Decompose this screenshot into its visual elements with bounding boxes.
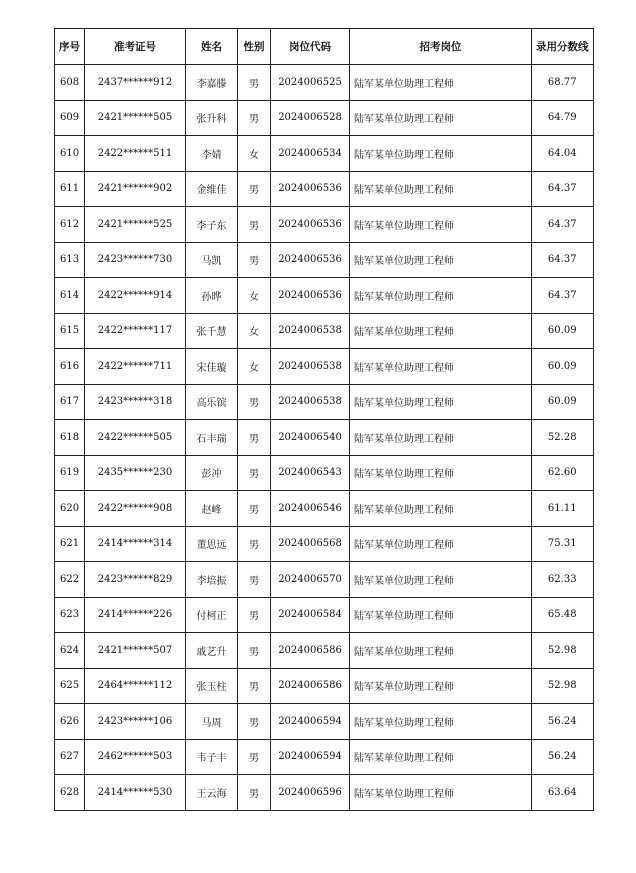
cell-score: 65.48 (532, 597, 594, 633)
cell-score: 64.79 (532, 100, 594, 136)
cell-post-code: 2024006538 (271, 349, 350, 385)
cell-post-code: 2024006594 (271, 739, 350, 775)
header-exam-id: 准考证号 (85, 29, 186, 65)
cell-post: 陆军某单位助理工程师 (350, 278, 532, 314)
cell-post: 陆军某单位助理工程师 (350, 207, 532, 243)
cell-post: 陆军某单位助理工程师 (350, 136, 532, 172)
cell-score: 64.37 (532, 207, 594, 243)
cell-exam-id: 2423******106 (85, 704, 186, 740)
cell-post-code: 2024006538 (271, 384, 350, 420)
cell-post-code: 2024006536 (271, 242, 350, 278)
cell-seq: 615 (55, 313, 85, 349)
cell-gender: 女 (238, 278, 271, 314)
cell-exam-id: 2422******505 (85, 420, 186, 456)
cell-exam-id: 2422******908 (85, 491, 186, 527)
cell-post-code: 2024006528 (271, 100, 350, 136)
cell-post: 陆军某单位助理工程师 (350, 349, 532, 385)
cell-name: 李嘉滕 (186, 65, 238, 101)
cell-seq: 622 (55, 562, 85, 598)
cell-post-code: 2024006568 (271, 526, 350, 562)
cell-name: 宋佳璇 (186, 349, 238, 385)
cell-name: 金维佳 (186, 171, 238, 207)
cell-exam-id: 2422******914 (85, 278, 186, 314)
table-row (55, 171, 594, 207)
table-row (55, 384, 594, 420)
table-row (55, 65, 594, 101)
table-row (55, 136, 594, 172)
cell-name: 石丰瑞 (186, 420, 238, 456)
cell-name: 李子东 (186, 207, 238, 243)
cell-seq: 609 (55, 100, 85, 136)
cell-score: 64.37 (532, 242, 594, 278)
cell-seq: 616 (55, 349, 85, 385)
cell-score: 56.24 (532, 739, 594, 775)
cell-gender: 女 (238, 349, 271, 385)
cell-score: 56.24 (532, 704, 594, 740)
cell-exam-id: 2422******117 (85, 313, 186, 349)
cell-gender: 女 (238, 136, 271, 172)
cell-post: 陆军某单位助理工程师 (350, 562, 532, 598)
cell-exam-id: 2437******912 (85, 65, 186, 101)
cell-exam-id: 2422******511 (85, 136, 186, 172)
cell-name: 李婧 (186, 136, 238, 172)
cell-score: 62.33 (532, 562, 594, 598)
cell-seq: 623 (55, 597, 85, 633)
cell-post-code: 2024006536 (271, 171, 350, 207)
cell-seq: 621 (55, 526, 85, 562)
cell-seq: 625 (55, 668, 85, 704)
cell-name: 赵峰 (186, 491, 238, 527)
cell-post-code: 2024006538 (271, 313, 350, 349)
cell-name: 付柯正 (186, 597, 238, 633)
cell-seq: 613 (55, 242, 85, 278)
cell-score: 62.60 (532, 455, 594, 491)
cell-score: 52.28 (532, 420, 594, 456)
cell-name: 王云海 (186, 775, 238, 811)
cell-post: 陆军某单位助理工程师 (350, 171, 532, 207)
cell-score: 75.31 (532, 526, 594, 562)
header-seq: 序号 (55, 29, 85, 65)
cell-post-code: 2024006546 (271, 491, 350, 527)
table-row (55, 668, 594, 704)
cell-post: 陆军某单位助理工程师 (350, 100, 532, 136)
cell-post-code: 2024006534 (271, 136, 350, 172)
cell-score: 60.09 (532, 384, 594, 420)
table-row (55, 739, 594, 775)
cell-score: 60.09 (532, 313, 594, 349)
cell-gender: 男 (238, 242, 271, 278)
cell-post: 陆军某单位助理工程师 (350, 313, 532, 349)
cell-gender: 男 (238, 65, 271, 101)
table-row (55, 562, 594, 598)
table-row (55, 633, 594, 669)
cell-exam-id: 2414******314 (85, 526, 186, 562)
cell-post: 陆军某单位助理工程师 (350, 597, 532, 633)
cell-post: 陆军某单位助理工程师 (350, 384, 532, 420)
cell-post: 陆军某单位助理工程师 (350, 704, 532, 740)
cell-gender: 男 (238, 420, 271, 456)
cell-gender: 男 (238, 526, 271, 562)
cell-post-code: 2024006586 (271, 633, 350, 669)
header-row (55, 29, 594, 65)
cell-post-code: 2024006596 (271, 775, 350, 811)
cell-seq: 617 (55, 384, 85, 420)
cell-name: 马凯 (186, 242, 238, 278)
cell-score: 64.37 (532, 278, 594, 314)
cell-exam-id: 2423******829 (85, 562, 186, 598)
cell-gender: 男 (238, 775, 271, 811)
cell-seq: 627 (55, 739, 85, 775)
header-score: 录用分数线 (532, 29, 594, 65)
cell-post-code: 2024006536 (271, 278, 350, 314)
header-gender: 性别 (238, 29, 271, 65)
cell-score: 52.98 (532, 668, 594, 704)
cell-exam-id: 2435******230 (85, 455, 186, 491)
cell-seq: 626 (55, 704, 85, 740)
cell-exam-id: 2421******507 (85, 633, 186, 669)
cell-name: 戚艺升 (186, 633, 238, 669)
cell-post-code: 2024006584 (271, 597, 350, 633)
cell-name: 马周 (186, 704, 238, 740)
cell-gender: 男 (238, 491, 271, 527)
cell-name: 彭冲 (186, 455, 238, 491)
cell-gender: 女 (238, 313, 271, 349)
cell-gender: 男 (238, 633, 271, 669)
cell-exam-id: 2414******226 (85, 597, 186, 633)
table-row (55, 278, 594, 314)
table-row (55, 455, 594, 491)
cell-post: 陆军某单位助理工程师 (350, 242, 532, 278)
cell-name: 高乐镔 (186, 384, 238, 420)
table-row (55, 313, 594, 349)
cell-exam-id: 2462******503 (85, 739, 186, 775)
cell-post: 陆军某单位助理工程师 (350, 668, 532, 704)
cell-post: 陆军某单位助理工程师 (350, 633, 532, 669)
cell-seq: 611 (55, 171, 85, 207)
cell-name: 孙晔 (186, 278, 238, 314)
cell-exam-id: 2422******711 (85, 349, 186, 385)
cell-post: 陆军某单位助理工程师 (350, 526, 532, 562)
cell-post-code: 2024006536 (271, 207, 350, 243)
cell-post-code: 2024006540 (271, 420, 350, 456)
cell-score: 60.09 (532, 349, 594, 385)
header-post-code: 岗位代码 (271, 29, 350, 65)
cell-gender: 男 (238, 704, 271, 740)
cell-gender: 男 (238, 562, 271, 598)
cell-post-code: 2024006570 (271, 562, 350, 598)
cell-gender: 男 (238, 455, 271, 491)
cell-exam-id: 2421******525 (85, 207, 186, 243)
cell-gender: 男 (238, 668, 271, 704)
cell-gender: 男 (238, 597, 271, 633)
cell-post-code: 2024006586 (271, 668, 350, 704)
cell-exam-id: 2414******530 (85, 775, 186, 811)
cell-post: 陆军某单位助理工程师 (350, 420, 532, 456)
cell-score: 64.04 (532, 136, 594, 172)
cell-name: 张玉柱 (186, 668, 238, 704)
table-row (55, 242, 594, 278)
cell-gender: 男 (238, 384, 271, 420)
table-row (55, 207, 594, 243)
cell-post: 陆军某单位助理工程师 (350, 455, 532, 491)
cell-gender: 男 (238, 171, 271, 207)
cell-name: 韦子丰 (186, 739, 238, 775)
cell-name: 董思远 (186, 526, 238, 562)
cell-post: 陆军某单位助理工程师 (350, 491, 532, 527)
cell-seq: 620 (55, 491, 85, 527)
table-row (55, 704, 594, 740)
cell-exam-id: 2423******318 (85, 384, 186, 420)
cell-post-code: 2024006543 (271, 455, 350, 491)
cell-post-code: 2024006525 (271, 65, 350, 101)
cell-gender: 男 (238, 207, 271, 243)
cell-name: 张千慧 (186, 313, 238, 349)
table-row (55, 597, 594, 633)
cell-seq: 610 (55, 136, 85, 172)
cell-post: 陆军某单位助理工程师 (350, 739, 532, 775)
cell-exam-id: 2423******730 (85, 242, 186, 278)
cell-gender: 男 (238, 100, 271, 136)
cell-seq: 619 (55, 455, 85, 491)
header-name: 姓名 (186, 29, 238, 65)
cell-gender: 男 (238, 739, 271, 775)
table-row (55, 100, 594, 136)
cell-seq: 608 (55, 65, 85, 101)
cell-exam-id: 2421******902 (85, 171, 186, 207)
cell-score: 68.77 (532, 65, 594, 101)
cell-name: 张升科 (186, 100, 238, 136)
cell-seq: 628 (55, 775, 85, 811)
cell-exam-id: 2421******505 (85, 100, 186, 136)
cell-seq: 612 (55, 207, 85, 243)
cell-post: 陆军某单位助理工程师 (350, 775, 532, 811)
table-row (55, 420, 594, 456)
cell-post: 陆军某单位助理工程师 (350, 65, 532, 101)
table-row (55, 491, 594, 527)
cell-seq: 624 (55, 633, 85, 669)
cell-score: 52.98 (532, 633, 594, 669)
cell-exam-id: 2464******112 (85, 668, 186, 704)
cell-seq: 614 (55, 278, 85, 314)
table-row (55, 349, 594, 385)
cell-score: 63.64 (532, 775, 594, 811)
cell-score: 61.11 (532, 491, 594, 527)
cell-name: 李培振 (186, 562, 238, 598)
cell-seq: 618 (55, 420, 85, 456)
table-row (55, 526, 594, 562)
table-row (55, 775, 594, 811)
cell-post-code: 2024006594 (271, 704, 350, 740)
admission-score-table (54, 28, 594, 811)
header-post: 招考岗位 (350, 29, 532, 65)
cell-score: 64.37 (532, 171, 594, 207)
